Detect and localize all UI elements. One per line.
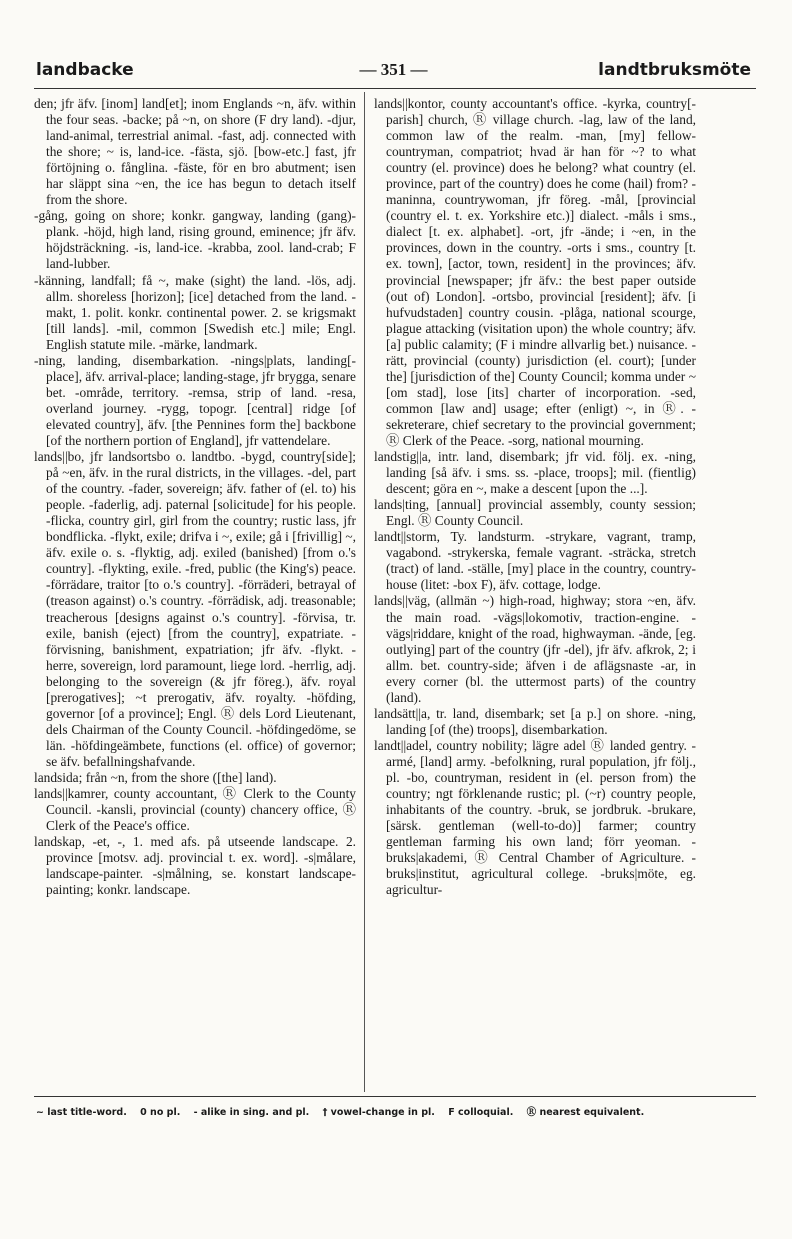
dictionary-entry: lands||väg, (allmän ~) high-road, highway; stora ~en, äfv. the main road. -vägs|lokomotiv, traction-engine. -vägs|riddare, knight of the road, highwayman. -ände, [eg. outlying] part of the country (jfr -del), jfr äfv. afkrok, 2; i allm. bet. country-side; äfven i de aflägsnaste -ar, in every corner (bl. the uttermost parts) of the country (land). [374, 593, 696, 705]
footer-rule [34, 1096, 756, 1097]
dictionary-entry: -känning, landfall; få ~, make (sight) the land. -lös, adj. allm. shoreless [horizon]; [ice] detached from the land. -makt, 1. polit. konkr. continental power. 2. se krigsmakt [till lands]. -mil, common [Swedish etc.] mile; Engl. English statute mile. -märke, landmark. [34, 272, 356, 352]
legend-item: 0 no pl. [140, 1107, 181, 1118]
header-rule [34, 88, 756, 89]
dictionary-entry: landsätt||a, tr. land, disembark; set [a p.] on shore. -ning, landing [of (the) troops], disembarkation. [374, 705, 696, 737]
dictionary-entry: lands||kamrer, county accountant, Ⓡ Clerk to the County Council. -kansli, provincial (county) chancery office, Ⓡ Clerk of the Peace's office. [34, 786, 356, 834]
legend-item: F colloquial. [448, 1107, 514, 1118]
left-column [34, 96, 356, 1086]
dictionary-entry: -gång, going on shore; konkr. gangway, landing (gang)-plank. -höjd, high land, rising ground, eminence; jfr äfv. höjdsträckning. -is, land-ice. -krabba, zool. land-crab; F land-lubber. [34, 208, 356, 272]
dictionary-entry: lands||bo, jfr landsortsbo o. landtbo. -bygd, country[side]; på ~en, äfv. in the rural districts, in the villages. -del, part of the country. -fader, sovereign; äfv. father of (el. to) his people. -faderlig, adj. paternal [solicitude] for his people. -flicka, country girl, girl from the country; rustic lass, jfr bondflicka. -flykt, exile; drifva i ~, exile; gå i [frivillig] ~, äfv. exile o. s. -flyktig, adj. exiled (banished) [from o.'s country]. -flykting, exile. -fred, public (the King's) peace. -förrädare, traitor [to o.'s country]. -förräderi, betrayal of (treason against) o.'s country. -förrädisk, adj. treasonable; treacherous [designs against o.'s country]. -förvisa, tr. exile, banish (eject) [from the country], expatriate. -förvisning, banishment, expatriation; jfr äfv. -flykt. -herre, sovereign, lord paramount, liege lord. -herrlig, adj. belonging to the sovereign (& jfr föreg.), äfv. royal [prerogatives]; ~t prerogativ, äfv. royalty. -höfding, governor [of a province]; Engl. Ⓡ dels Lord Lieutenant, dels Chairman of the County Council. -höfdingedöme, se län. -höfdingeämbete, functions (el. office) of governor; se äfv. befallningshafvande. [34, 449, 356, 769]
dictionary-entry: landsida; från ~n, from the shore ([the] land). [34, 769, 277, 785]
dictionary-entry: landt||adel, country nobility; lägre adel Ⓡ landed gentry. -armé, [land] army. -befolkning, rural population, jfr följ., pl. -bo, countryman, resident in (el. person from) the country; ngt förklenande rustic; pl. (~r) country people, inhabitants of the country. -bruk, se jordbruk. -brukare, [särsk. gentleman (well-to-do)] farmer; country gentleman farming his own land; förr yeoman. -bruks|akademi, Ⓡ Central Chamber of Agriculture. -bruks|institut, agricultural college. -bruks|möte, eg. agricultur- [374, 737, 696, 898]
page-header [36, 60, 751, 84]
legend-item: † vowel-change in pl. [322, 1107, 435, 1118]
left-guide-word: landbacke [36, 60, 134, 80]
dictionary-entry: den; jfr äfv. [inom] land[et]; inom Englands ~n, äfv. within the four seas. -backe; på ~n, on shore (F dry land). -djur, land-animal, terrestrial animal. -fast, adj. connected with the shore; ~ is, land-ice. -fästa, sjö. [bow-etc.] fast, jfr förtöjning o. fånglina. -fäste, för en bro abutment; isen har släppt sina ~en, the ice has begun to detach itself from the shore. [34, 96, 356, 208]
legend-item: - alike in sing. and pl. [193, 1107, 310, 1118]
legend-item: Ⓡ nearest equivalent. [526, 1107, 645, 1118]
right-guide-word: landtbruksmöte [598, 60, 751, 80]
dictionary-entry: lands|ting, [annual] provincial assembly, county session; Engl. Ⓡ County Council. [374, 497, 696, 529]
dictionary-entry: landskap, -et, -, 1. med afs. på utseende landscape. 2. province [motsv. adj. provincial t. ex. word]. -s|målare, landscape-painter. -s|målning, se. konstart landscape-painting; konkr. landscape. [34, 834, 356, 898]
dictionary-entry: landstig||a, intr. land, disembark; jfr vid. följ. ex. -ning, landing [så äfv. i sms. ss. -place, troops]; mil. (fientlig) descent; göra en ~, make a descent [upon the ...]. [374, 449, 696, 497]
column-divider [364, 92, 365, 1092]
dictionary-entry: landt||storm, Ty. landsturm. -strykare, vagrant, tramp, vagabond. -strykerska, female vagrant. -sträcka, stretch (tract) of land. -ställe, [my] place in the country, country-house (litet: -box F), äfv. cottage, lodge. [374, 529, 696, 593]
symbol-legend [36, 1104, 756, 1118]
dictionary-entry: -ning, landing, disembarkation. -nings|plats, landing[-place], äfv. arrival-place; landing-stage, jfr brygga, senare bet. -område, territory. -remsa, strip of land. -resa, overland journey. -rygg, topogr. [central] ridge [of elevated country], äfv. [the Pennines form the] backbone [of the northern portion of England], jfr vattendelare. [34, 352, 356, 448]
page-number: — 351 — [359, 60, 428, 79]
dictionary-entry: lands||kontor, county accountant's office. -kyrka, country[-parish] church, Ⓡ village church. -lag, law of the land, common law of the realm. -man, [my] fellow-countryman, compatriot; hvad är han för ~? to what country (el. province) does he belong? what country (el. province, part of the country) does he come (hail) from? -maninna, countrywoman, jfr föreg. -mål, [provincial (country el. t. ex. Yorkshire etc.)] dialect. -måls i sms., dialect [t. ex. alphabet]. -ort, jfr -ände; i ~en, in the provinces, down in the country. -orts i sms., country [t. ex. town], [actor, town, resident] in the provinces; äfv. provincial [newspaper; jfr äfv.: the best paper outside (out of) London]. -ortsbo, provincial [resident]; äfv. [i hufvudstaden] country cousin. -plåga, national scourge, plague attacking (visitation upon) the whole country; äfv. [a] public calamity; (F i mindre allvarlig bet.) nuisance. -rätt, provincial (county) jurisdiction (el. court); [under the] [jurisdiction of the] County Council; komma under ~ [om stad], lose [its] charter of incorporation. -sed, common [law and] usage; efter (enligt) ~, in Ⓡ. -sekreterare, chief secretary to the provincial government; Ⓡ Clerk of the Peace. -sorg, national mourning. [374, 96, 696, 448]
legend-item: ~ last title-word. [36, 1107, 127, 1118]
right-column [374, 96, 696, 1086]
